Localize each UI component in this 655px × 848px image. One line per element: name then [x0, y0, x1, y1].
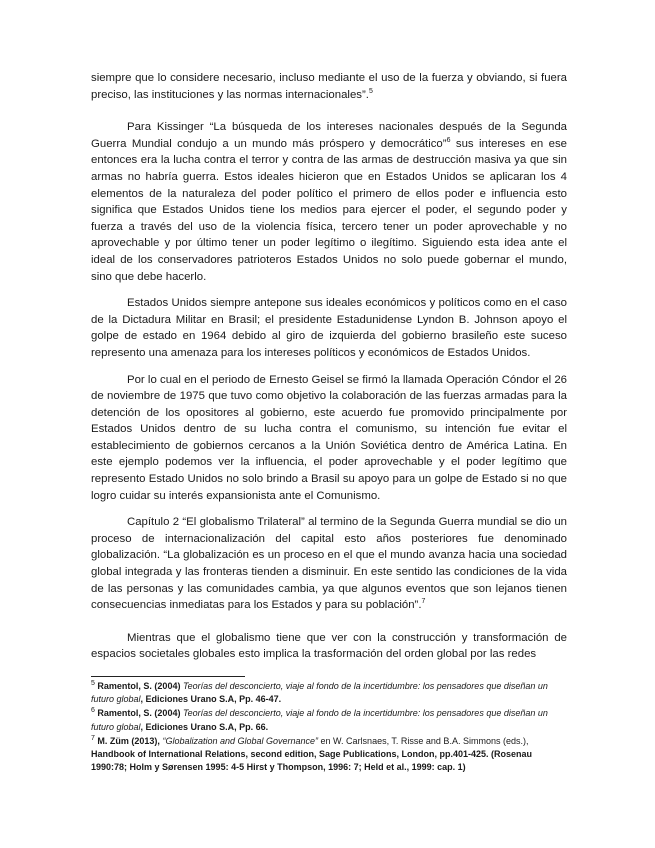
footnote-7-author: M. Züm (2013),	[97, 735, 160, 746]
footnote-7-rest: Handbook of International Relations, second edition, Sage Publications, London, pp.401-425. (Rosenau 1990:78; Holm y Sørensen 1995: 4-5 Hirst y Thompson, 1996: 7; Held et al., 1999: cap. 1)	[91, 749, 533, 773]
footnote-7-title: “Globalization and Global Governance”	[162, 735, 319, 746]
paragraph-5-text: Capítulo 2 “El globalismo Trilateral” al termino de la Segunda Guerra mundial se dio un proceso de internacionalización del capital esto años posteriores fue denominado globalización. “La globalización es un proceso en el que el mundo avanza hacia una sociedad global integrada y las fronteras tienden a disminuir. En este sentido las condiciones de la vida de las personas y las comunidades cambia, ya que algunos eventos que son lejanos tienen consecuencias inmediatas para los Estados y para su población”.	[91, 516, 567, 612]
paragraph-1	[91, 70, 567, 103]
footnote-5-title: Teorías del desconcierto, viaje al fondo de la incertidumbre: los pensadores que diseñan un futuro global	[91, 681, 548, 705]
paragraph-4: Por lo cual en el periodo de Ernesto Geisel se firmó la llamada Operación Cóndor el 26 de noviembre de 1975 que tuvo como objetivo la colaboración de las fuerzas armadas para la detención de los opositores al gobierno, este acuerdo fue promovido principalmente por Estados Unidos dentro de su lucha contra el comunismo, su intención fue evitar el establecimiento de gobiernos cercanos a la Unión Soviética dentro de América Latina. En este ejemplo podemos ver la influencia, el poder aprovechable y el poder legítimo que represento Estado Unidos no solo brindo a Brasil su apoyo para un golpe de Estado si no que logro cuidar su interés expansionista ante el Comunismo.	[91, 373, 567, 502]
paragraph-3: Estados Unidos siempre antepone sus ideales económicos y políticos como en el caso de la Dictadura Militar en Brasil; el presidente Estadunidense Lyndon B. Johnson apoyo el golpe de estado en 1964 debido al giro de izquierda del gobierno brasileño este suceso represento una amenaza para los intereses políticos y económicos de Estados Unidos.	[91, 297, 567, 359]
footnote-6-author: Ramentol, S. (2004)	[97, 708, 181, 719]
paragraph-6: Mientras que el globalismo tiene que ver con la construcción y transformación de espacios societales globales esto implica la trasformación del orden global por las redes	[91, 631, 567, 661]
footnote-ref-6[interactable]: 6	[446, 136, 451, 144]
paragraph-2-text-a: Para Kissinger “La búsqueda de los intereses nacionales después de la Segunda Guerra Mundial condujo a un mundo más próspero y democrático”	[91, 121, 567, 150]
footnote-5	[91, 680, 569, 706]
paragraph-2	[91, 119, 567, 285]
paragraph-5	[91, 514, 567, 614]
footnote-6-rest: , Ediciones Urano S.A, Pp. 66.	[140, 721, 269, 732]
footnote-5-number: 5	[91, 680, 95, 687]
footnote-6-title: Teorías del desconcierto, viaje al fondo de la incertidumbre: los pensadores que diseñan un futuro global	[91, 708, 548, 732]
footnote-6	[91, 707, 569, 733]
footnote-6-number: 6	[91, 707, 95, 715]
footnote-7-mid: en W. Carlsnaes, T. Risse and B.A. Simmons (eds.),	[318, 735, 529, 746]
footnotes	[91, 680, 569, 775]
paragraph-1-text: siempre que lo considere necesario, incluso mediante el uso de la fuerza y obviando, si fuera preciso, las instituciones y las normas internacionales”.	[91, 72, 567, 101]
footnote-7	[91, 735, 569, 775]
footnote-7-number: 7	[91, 734, 95, 742]
body-text	[91, 70, 567, 673]
footnote-separator	[91, 676, 245, 677]
paragraph-2-text-b: sus intereses en ese entonces era la lucha contra el terror y contra de las armas de destrucción masiva ya que sin armas no habría guerra. Estos ideales hicieron que en Estados Unidos se aplicaran los 4 elementos de la naturaleza del poder político el primero de ellos poder e influencia esto significa que Estados Unidos tiene los medios para ejercer el poder, el segundo poder y fuerza a través del uso de la violencia física, tercero tener un poder aprovechable y no aprovechable y por último tener un poder legítimo o ilegítimo. Siguiendo esta idea ante el ideal de los conservadores patrioteros Estados Unidos no solo puede gobernar el mundo, sino que debe hacerlo.	[91, 137, 568, 283]
footnote-5-rest: , Ediciones Urano S.A, Pp. 46-47.	[140, 694, 282, 705]
footnote-ref-5[interactable]: 5	[368, 87, 373, 95]
footnote-5-author: Ramentol, S. (2004)	[97, 681, 181, 691]
footnote-ref-7[interactable]: 7	[421, 598, 426, 606]
